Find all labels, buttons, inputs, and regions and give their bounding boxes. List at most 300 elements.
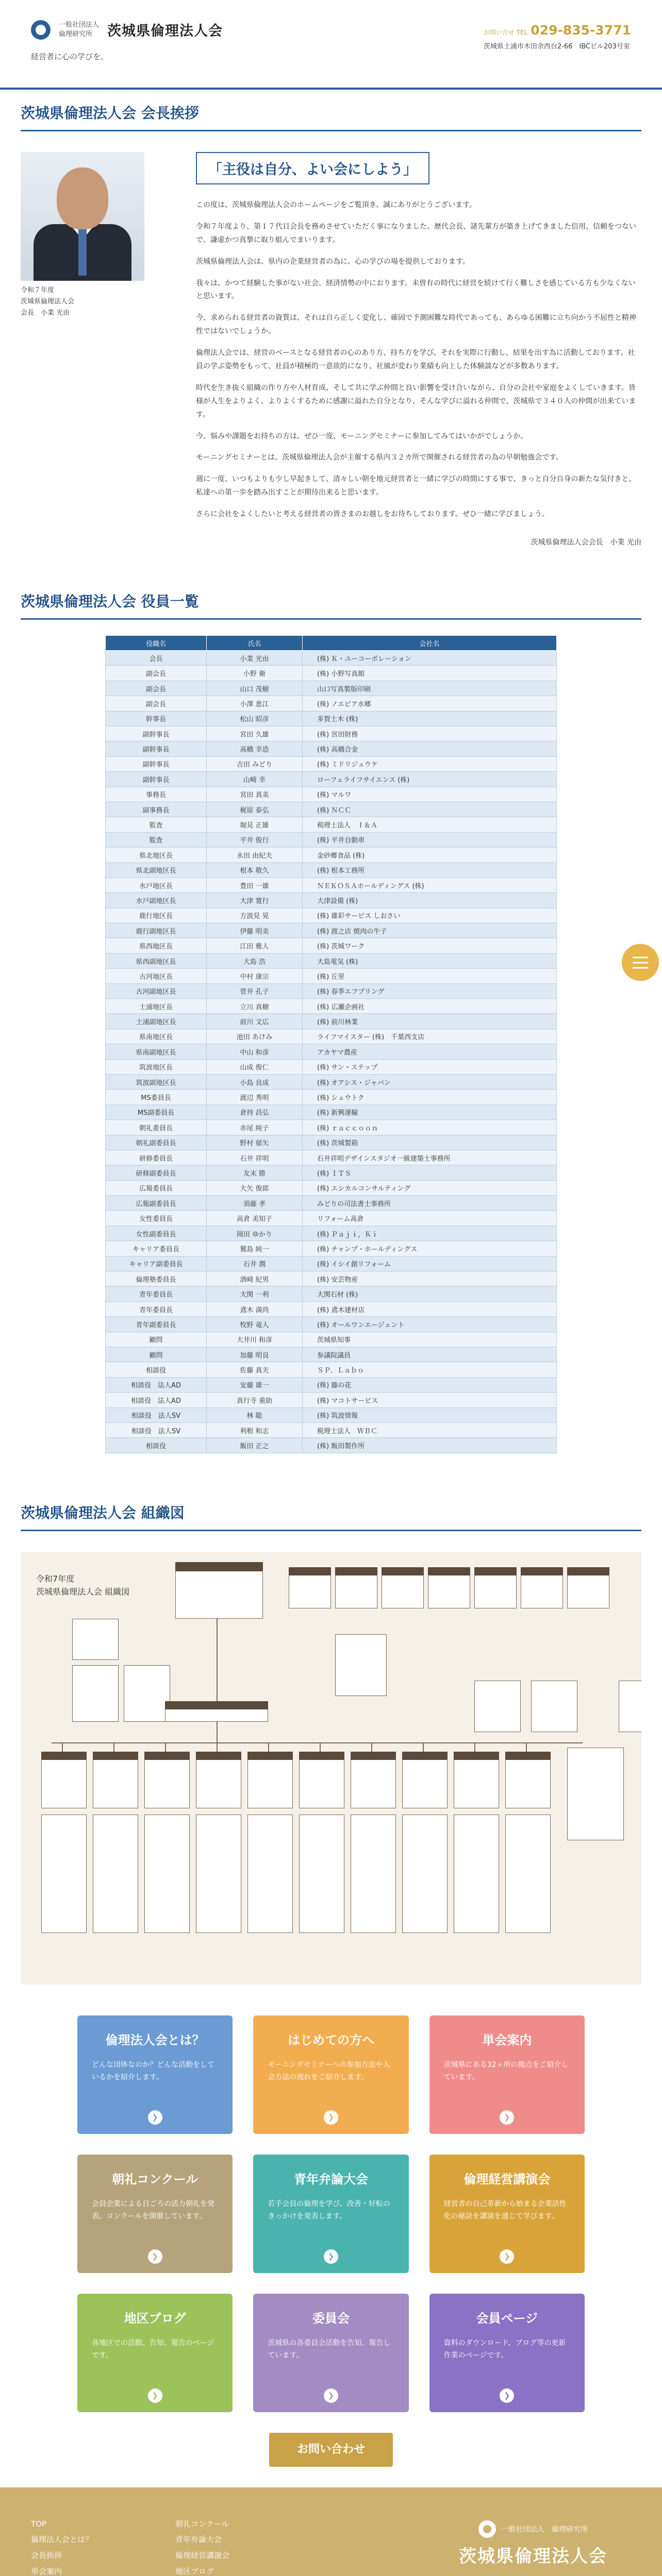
table-row	[106, 1362, 557, 1377]
officer-company: (株) イシイ創リフォーム	[303, 1256, 557, 1271]
officer-company: (株) 藤の花	[303, 1377, 557, 1392]
table-row	[106, 1408, 557, 1422]
org-box	[41, 1815, 87, 1933]
chevron-right-icon[interactable]: ❯	[148, 2388, 162, 2403]
chevron-right-icon[interactable]: ❯	[500, 2388, 514, 2403]
officer-role: 副会長	[106, 666, 207, 681]
card-title: 倫理法人会とは？	[105, 2032, 205, 2047]
chevron-right-icon[interactable]: ❯	[324, 2249, 338, 2264]
officer-name: 高橋 幸造	[207, 741, 303, 756]
officer-role: 筑波地区長	[106, 1059, 207, 1074]
table-row	[106, 1377, 557, 1392]
tel-label: お問い合せ TEL	[483, 29, 528, 36]
officer-name: 真行寺 重助	[207, 1393, 303, 1408]
greeting-paragraph: 週に一度、いつもよりも少し早起きして、清々しい朝を地元経営者と一緒に学びの時間にする事で、きっと自分自身の新たな気付きと、私達への第一歩を踏み出すことが期待出来ると思います。	[196, 475, 636, 497]
officer-name: 飯田 正之	[207, 1438, 303, 1453]
officer-company: (株) Ｋ・ユーコーポレーション	[303, 651, 557, 666]
footer-nav-link[interactable]: 倫理経営講演会	[175, 2551, 230, 2561]
officer-name: 小業 光由	[207, 651, 303, 666]
org-box-header	[247, 1752, 293, 1760]
table-row	[106, 1241, 557, 1256]
logo-small-text-2: 倫理研究所	[59, 30, 93, 38]
officer-company: (株) 茨城ワーク	[303, 938, 557, 953]
officer-company: 税理士法人 Ｉ＆Ａ	[303, 817, 557, 832]
officer-role: 副幹事長	[106, 726, 207, 741]
org-box	[402, 1815, 448, 1933]
table-row	[106, 787, 557, 802]
officer-role: 広報副委員長	[106, 1196, 207, 1211]
table-row	[106, 1272, 557, 1286]
officer-name: 江田 雅人	[207, 938, 303, 953]
org-connector-line	[526, 1742, 527, 1752]
org-box-header	[335, 1567, 377, 1575]
officer-name: 伊藤 明美	[207, 923, 303, 938]
officer-role: 顧問	[106, 1347, 207, 1362]
footer-nav-link[interactable]: 地区ブログ	[175, 2566, 214, 2576]
nav-card[interactable]	[77, 2294, 233, 2412]
org-box	[144, 1815, 190, 1933]
nav-card[interactable]	[429, 2015, 585, 2134]
side-menu-button[interactable]	[622, 944, 659, 981]
officer-company: (株) ミドリジュウケ	[303, 756, 557, 771]
table-row	[106, 1226, 557, 1241]
org-box	[247, 1752, 293, 1808]
officer-name: 加藤 明良	[207, 1347, 303, 1362]
tagline: 経営者に心の学びを。	[31, 52, 109, 61]
officer-role: 水戸副地区長	[106, 893, 207, 908]
footer-nav-link[interactable]: 朝礼コンクール	[175, 2519, 229, 2529]
logo-mark-icon	[31, 20, 51, 40]
officer-name: 大津 寛行	[207, 893, 303, 908]
officer-role: 古河地区長	[106, 969, 207, 984]
site-header	[0, 0, 662, 88]
greeting-paragraph: 時代を生き抜く組織の作り方や人材育成、そして共に学ぶ仲間と良い影響を受け合いながら、自分の会社や家庭をよくしていきます。皆様が人生をよりよく、よりよくするために感謝に溢れた自分となり、そんな学びに溢れる仲間で、茨城県で３４０人の仲間が出来ています。	[196, 383, 636, 419]
greeting-paragraph: 今、求められる経営者の資質は、それは自ら正しく変化し、確固で予測困難な時代であっても、あらゆる困難に立ち向かう不屈性と精神性ではないでしょうか。	[196, 314, 636, 336]
officer-company: (株) 春季エフプリング	[303, 984, 557, 998]
officer-name: 池田 あけみ	[207, 1029, 303, 1044]
org-box	[93, 1752, 138, 1808]
officer-company: (株) 飯田製作所	[303, 1438, 557, 1453]
officer-role: 研修副委員長	[106, 1165, 207, 1180]
officer-name: 方波見 晃	[207, 908, 303, 923]
table-row	[106, 1029, 557, 1044]
org-box	[335, 1634, 387, 1696]
officer-name: 岡田 ゆかり	[207, 1226, 303, 1241]
officer-role: 副幹事長	[106, 772, 207, 787]
chairman-photo	[21, 152, 144, 281]
table-row	[106, 1422, 557, 1437]
table-row	[106, 1347, 557, 1362]
officer-name: 小野 衛	[207, 666, 303, 681]
officer-role: 県西地区長	[106, 938, 207, 953]
org-connector-line	[52, 1742, 583, 1743]
column-header: 氏名	[207, 636, 303, 651]
menu-bar-icon	[633, 957, 648, 958]
greeting-paragraph: この度は、茨城県倫理法人会のホームページをご覧頂き、誠にありがとうございます。	[196, 201, 477, 209]
officer-company: (株) 広瀬企画社	[303, 999, 557, 1014]
officer-company: (株) 雄彩サービス しおさい	[303, 908, 557, 923]
officer-role: 顧問	[106, 1332, 207, 1347]
card-title: 朝礼コンクール	[112, 2172, 198, 2187]
officer-role: MS副委員長	[106, 1105, 207, 1120]
officer-company: 石井祥明デザインスタジオ一級建築士事務所	[303, 1150, 557, 1165]
nav-card[interactable]	[253, 2155, 408, 2273]
officer-role: 水戸地区長	[106, 877, 207, 892]
officer-name: 梶原 泰弘	[207, 802, 303, 817]
table-row	[106, 1211, 557, 1226]
officer-role: 広報委員長	[106, 1180, 207, 1195]
officer-company: (株) 安芸物産	[303, 1272, 557, 1286]
greeting-paragraph: 今、悩みや課題をお持ちの方は、ぜひ一度、モーニングセミナーに参加してみてはいかがでしょうか。	[196, 432, 528, 440]
officer-company: (株) サン・ステップ	[303, 1059, 557, 1074]
officer-role: 鹿行副地区長	[106, 923, 207, 938]
card-text: どんな団体なのか？どんな活動をしているかを紹介します。	[92, 2060, 214, 2081]
table-row	[106, 938, 557, 953]
org-box	[454, 1815, 499, 1933]
officer-role: 幹事長	[106, 711, 207, 726]
officer-role: 相談役	[106, 1362, 207, 1377]
officer-name: 松山 昭彦	[207, 711, 303, 726]
officer-name: 中村 康宗	[207, 969, 303, 984]
footer-nav-link[interactable]: 単会案内	[31, 2566, 62, 2576]
officer-role: 副幹事長	[106, 756, 207, 771]
org-connector-line	[62, 1742, 63, 1752]
nav-card[interactable]	[253, 2294, 408, 2412]
officer-role: 土浦副地区長	[106, 1014, 207, 1029]
org-box	[351, 1752, 396, 1808]
greeting-title: 茨城県倫理法人会 会長挨拶	[21, 105, 199, 122]
org-box	[247, 1815, 293, 1933]
table-row	[106, 1059, 557, 1074]
org-box	[567, 1748, 624, 1840]
table-row	[106, 681, 557, 696]
officer-role: 副会長	[106, 681, 207, 696]
nav-card[interactable]	[429, 2155, 585, 2273]
caption-line: 令和７年度	[21, 286, 55, 294]
officer-role: 県西副地区長	[106, 953, 207, 968]
officer-role: 監査	[106, 832, 207, 847]
org-connector-line	[217, 1619, 218, 1742]
column-header: 会社名	[303, 636, 557, 651]
org-box	[619, 1681, 641, 1732]
caption-line: 会長 小業 光由	[21, 309, 70, 317]
officer-name: 友末 勝	[207, 1165, 303, 1180]
table-row	[106, 969, 557, 984]
officer-company: 大島電気 (株)	[303, 953, 557, 968]
officer-company: 参議院議員	[303, 1347, 557, 1362]
table-row	[106, 772, 557, 787]
officer-name: 山崎 幸	[207, 772, 303, 787]
table-row	[106, 817, 557, 832]
officer-role: 倫理塾委員長	[106, 1272, 207, 1286]
org-box-header	[351, 1752, 396, 1760]
officer-name: 佐藤 真夫	[207, 1362, 303, 1377]
officer-name: 鳶木 満尚	[207, 1301, 303, 1316]
org-box	[72, 1619, 119, 1660]
table-row	[106, 1196, 557, 1211]
table-row	[106, 1393, 557, 1408]
greeting-paragraph: 茨城県倫理法人会は、県内の企業経営者の為に、心の学びの場を提供しております。	[196, 257, 470, 266]
officer-name: 小島 良成	[207, 1074, 303, 1089]
footer-brand-small: 一般社団法人 倫理研究所	[501, 2525, 588, 2534]
officer-company: (株) 筑波情報	[303, 1408, 557, 1422]
officer-role: 県南地区長	[106, 1029, 207, 1044]
officer-role: キャリア委員長	[106, 1241, 207, 1256]
table-row	[106, 741, 557, 756]
officer-role: 朝礼副委員長	[106, 1135, 207, 1150]
chevron-right-icon[interactable]: ❯	[148, 2249, 162, 2264]
officer-role: 女性副委員長	[106, 1226, 207, 1241]
officer-company: (株) Ｐａｊｉ，Ｋｉ	[303, 1226, 557, 1241]
greeting-paragraph: 倫理法人会では、経営のベースとなる経営者の心のあり方、持ち方を学び、それを実際に行動し、結果を出す為に活動しております。社員の学ぶ姿勢をもって、社員が積極的一意欲的になり、社風が変わり業績も向上した体験談などが多数あります。	[196, 349, 635, 371]
officer-company: 大津設備 (株)	[303, 893, 557, 908]
tel-number[interactable]: 029-835-3771	[531, 23, 631, 38]
officer-role: キャリア副委員長	[106, 1256, 207, 1271]
nav-card[interactable]	[77, 2015, 233, 2134]
org-connector-line	[320, 1742, 321, 1752]
officer-role: 青年委員長	[106, 1286, 207, 1301]
table-row	[106, 756, 557, 771]
officer-role: 副事務長	[106, 802, 207, 817]
officer-name: 山成 俊仁	[207, 1059, 303, 1074]
chevron-right-icon[interactable]: ❯	[324, 2388, 338, 2403]
officers-title: 茨城県倫理法人会 役員一覧	[21, 593, 199, 611]
officer-role: 筑波副地区長	[106, 1074, 207, 1089]
org-box	[93, 1815, 138, 1933]
officer-company: (株) チャンプ・ホールディングス	[303, 1241, 557, 1256]
card-title: はじめての方へ	[287, 2032, 374, 2047]
officer-company: (株) 高橋合金	[303, 741, 557, 756]
org-connector-line	[371, 1742, 372, 1752]
chevron-right-icon[interactable]: ❯	[324, 2110, 338, 2125]
officer-name: 高倉 美知子	[207, 1211, 303, 1226]
officer-name: 大矢 俊郎	[207, 1180, 303, 1195]
officer-name: 牧野 竜人	[207, 1317, 303, 1332]
officer-company: (株) 渡之店 焼肉の牛子	[303, 923, 557, 938]
org-box	[144, 1752, 190, 1808]
menu-bar-icon	[633, 967, 648, 969]
card-title: 委員会	[312, 2311, 350, 2326]
officer-company: (株) 新興運輸	[303, 1105, 557, 1120]
card-title: 地区ブログ	[124, 2311, 186, 2326]
nav-card[interactable]	[429, 2294, 585, 2412]
chevron-right-icon[interactable]: ❯	[500, 2110, 514, 2125]
officer-name: 渡辺 秀明	[207, 1090, 303, 1105]
org-connector-line	[423, 1742, 424, 1752]
officer-name: 豊田 一雄	[207, 877, 303, 892]
org-box-header	[521, 1567, 563, 1575]
title-rule	[21, 1530, 641, 1531]
org-box	[474, 1681, 521, 1732]
table-row	[106, 1135, 557, 1150]
officer-company: (株) 鳶木建材店	[303, 1301, 557, 1316]
officer-company: リフォーム高倉	[303, 1211, 557, 1226]
table-row	[106, 651, 557, 666]
footer-nav-column	[31, 2516, 93, 2576]
officer-name: 宮田 久雄	[207, 726, 303, 741]
card-text: モーニングセミナーへの参加方法や入会方法の流れをご紹介します。	[268, 2060, 390, 2081]
officer-name: 安藤 雄一	[207, 1377, 303, 1392]
org-box-header	[402, 1752, 448, 1760]
org-box	[196, 1752, 241, 1808]
footer-logo-icon	[478, 2520, 496, 2538]
officer-company: (株) 宮田財務	[303, 726, 557, 741]
card-title: 倫理経営講演会	[464, 2172, 551, 2187]
org-title: 茨城県倫理法人会 組織図	[21, 1504, 185, 1521]
org-box-header	[93, 1752, 138, 1760]
contact-button[interactable]: お問い合わせ	[269, 2433, 393, 2467]
officer-company: (株) 丘里	[303, 969, 557, 984]
officer-company: (株) オールワンエージェント	[303, 1317, 557, 1332]
officer-name: 宮田 真美	[207, 787, 303, 802]
menu-bar-icon	[633, 962, 648, 963]
table-row	[106, 802, 557, 817]
table-row	[106, 923, 557, 938]
org-box	[124, 1665, 170, 1722]
table-row	[106, 1286, 557, 1301]
nav-card[interactable]	[77, 2155, 233, 2273]
org-box-header	[165, 1701, 268, 1709]
officer-company: (株) マコトサービス	[303, 1393, 557, 1408]
org-connector-line	[474, 1742, 475, 1752]
org-connector-line	[113, 1742, 114, 1752]
officer-role: 相談役 法人SV	[106, 1408, 207, 1422]
table-row	[106, 711, 557, 726]
officer-role: 相談役 法人AD	[106, 1377, 207, 1392]
officer-role: 副幹事長	[106, 741, 207, 756]
org-box-header	[299, 1752, 344, 1760]
org-box-header	[382, 1567, 424, 1575]
org-connector-line	[217, 1742, 218, 1752]
officer-company: 茨城県知事	[303, 1332, 557, 1347]
officer-name: 永田 由紀夫	[207, 848, 303, 862]
officer-role: 事務長	[106, 787, 207, 802]
site-name: 茨城県倫理法人会	[107, 23, 223, 39]
org-box	[505, 1815, 551, 1933]
footer-nav-link[interactable]: 倫理法人会とは？	[31, 2535, 93, 2545]
org-box	[196, 1815, 241, 1933]
card-text: 各地区での活動、告知、報告のページです。	[92, 2338, 214, 2360]
nav-card[interactable]	[253, 2015, 408, 2134]
officer-company: ＮＥＫＯＳＡホールディングス (株)	[303, 877, 557, 892]
officer-name: 大関 一利	[207, 1286, 303, 1301]
table-row	[106, 848, 557, 862]
chevron-right-icon[interactable]: ❯	[500, 2249, 514, 2264]
card-text: 資料のダウンロード、ブログ等の更新作業のページです。	[443, 2338, 566, 2360]
officer-name: 小澤 恵江	[207, 696, 303, 711]
greeting-headline: 「主役は自分、よい会にしよう」	[196, 152, 429, 184]
officer-company: (株) マルワ	[303, 787, 557, 802]
greeting-paragraph: モーニングセミナーとは、茨城県倫理法人会が主催する県内３２カ所で開催される経営者の為の早朝勉強会です。	[196, 453, 564, 462]
header-address: 茨城県土浦市木田余西台2-66 IBCビル203号室	[483, 43, 630, 50]
officer-name: 大島 浩	[207, 953, 303, 968]
table-row	[106, 1301, 557, 1316]
officer-name: 鷲島 純一	[207, 1241, 303, 1256]
chevron-right-icon[interactable]: ❯	[148, 2110, 162, 2125]
officer-name: 赤尾 純子	[207, 1120, 303, 1135]
card-text: 経営者の自己革新から始まる企業活性化の秘訣を講演を通じて学びます。	[443, 2199, 567, 2221]
officer-name: 吉田 みどり	[207, 756, 303, 771]
officer-role: 研修委員長	[106, 1150, 207, 1165]
org-chart-heading	[36, 1572, 129, 1599]
org-connector-line	[268, 1742, 269, 1752]
portrait-caption	[21, 285, 144, 319]
officer-company: 大関石材 (株)	[303, 1286, 557, 1301]
officer-name: 大井川 和彦	[207, 1332, 303, 1347]
org-box-header	[567, 1567, 609, 1575]
table-row	[106, 1014, 557, 1029]
column-header: 役職名	[106, 636, 207, 651]
officer-company: (株) ＮＣＣ	[303, 802, 557, 817]
footer-nav-column	[175, 2516, 229, 2576]
officer-company: (株) シュウトク	[303, 1090, 557, 1105]
table-row	[106, 1090, 557, 1105]
card-text: 茨城県にある32ヶ所の拠点をご紹介しています。	[443, 2060, 569, 2081]
table-row	[106, 953, 557, 968]
org-box-header	[505, 1752, 551, 1760]
footer-nav-link[interactable]: 会長挨拶	[31, 2551, 62, 2561]
officer-company: みどりの司法書士事務所	[303, 1196, 557, 1211]
officer-company: 金砂郷食品 (株)	[303, 848, 557, 862]
officer-name: 前川 文広	[207, 1014, 303, 1029]
card-title: 単会案内	[482, 2032, 532, 2047]
footer-nav-link[interactable]: 青年弁論大会	[175, 2535, 222, 2545]
table-row	[106, 1317, 557, 1332]
officer-company: 多賀土木 (株)	[303, 711, 557, 726]
footer-nav-link[interactable]: TOP	[31, 2519, 47, 2529]
officer-name: 野村 郁矢	[207, 1135, 303, 1150]
table-row	[106, 1332, 557, 1347]
officer-role: 相談役 法人AD	[106, 1393, 207, 1408]
org-chart	[21, 1552, 641, 1985]
officer-name: 石井 潤	[207, 1256, 303, 1271]
org-box-header	[454, 1752, 499, 1760]
greeting-signature: 茨城県倫理法人会会長 小業 光由	[531, 538, 641, 547]
officer-name: 酒崎 紀男	[207, 1272, 303, 1286]
officer-role: 青年副委員長	[106, 1317, 207, 1332]
org-connector-line	[165, 1742, 166, 1752]
card-text: 会員企業による日ごろの活力朝礼を発表。コンクールを開催しています。	[92, 2199, 214, 2221]
officer-role: 相談役	[106, 1438, 207, 1453]
caption-line: 茨城県倫理法人会	[21, 298, 75, 306]
officer-role: 朝礼委員長	[106, 1120, 207, 1135]
officer-role: 県北地区長	[106, 848, 207, 862]
officer-name: 堀見 正雄	[207, 817, 303, 832]
officer-company: ライフマイスター (株) 千葉西支店	[303, 1029, 557, 1044]
card-text: 若手会員の倫理を学び、改善・好転のきっかけを発表します。	[268, 2199, 390, 2221]
officer-company: アカヤマ農産	[303, 1044, 557, 1059]
officer-role: 土浦地区長	[106, 999, 207, 1014]
table-row	[106, 696, 557, 711]
org-box	[72, 1665, 119, 1722]
greeting-section	[0, 90, 662, 578]
officer-name: 根本 敬久	[207, 862, 303, 877]
officer-company: 山口写真製版印刷	[303, 681, 557, 696]
officer-role: 青年委員長	[106, 1301, 207, 1316]
table-row	[106, 1438, 557, 1453]
table-row	[106, 1074, 557, 1089]
officer-role: 相談役 法人SV	[106, 1422, 207, 1437]
greeting-paragraph: さらに会社をよくしたいと考える経営者の皆さまのお越しをお待ちしております。ぜひ一緒に学びましょう。	[196, 510, 549, 519]
officer-role: 鹿行地区長	[106, 908, 207, 923]
org-box	[454, 1752, 499, 1808]
footer-brand	[435, 2520, 631, 2576]
officer-company: (株) ＩＴＳ	[303, 1165, 557, 1180]
org-section	[0, 1489, 662, 1985]
table-row	[106, 862, 557, 877]
org-box-header	[289, 1567, 331, 1575]
officer-name: 山口 茂樹	[207, 681, 303, 696]
